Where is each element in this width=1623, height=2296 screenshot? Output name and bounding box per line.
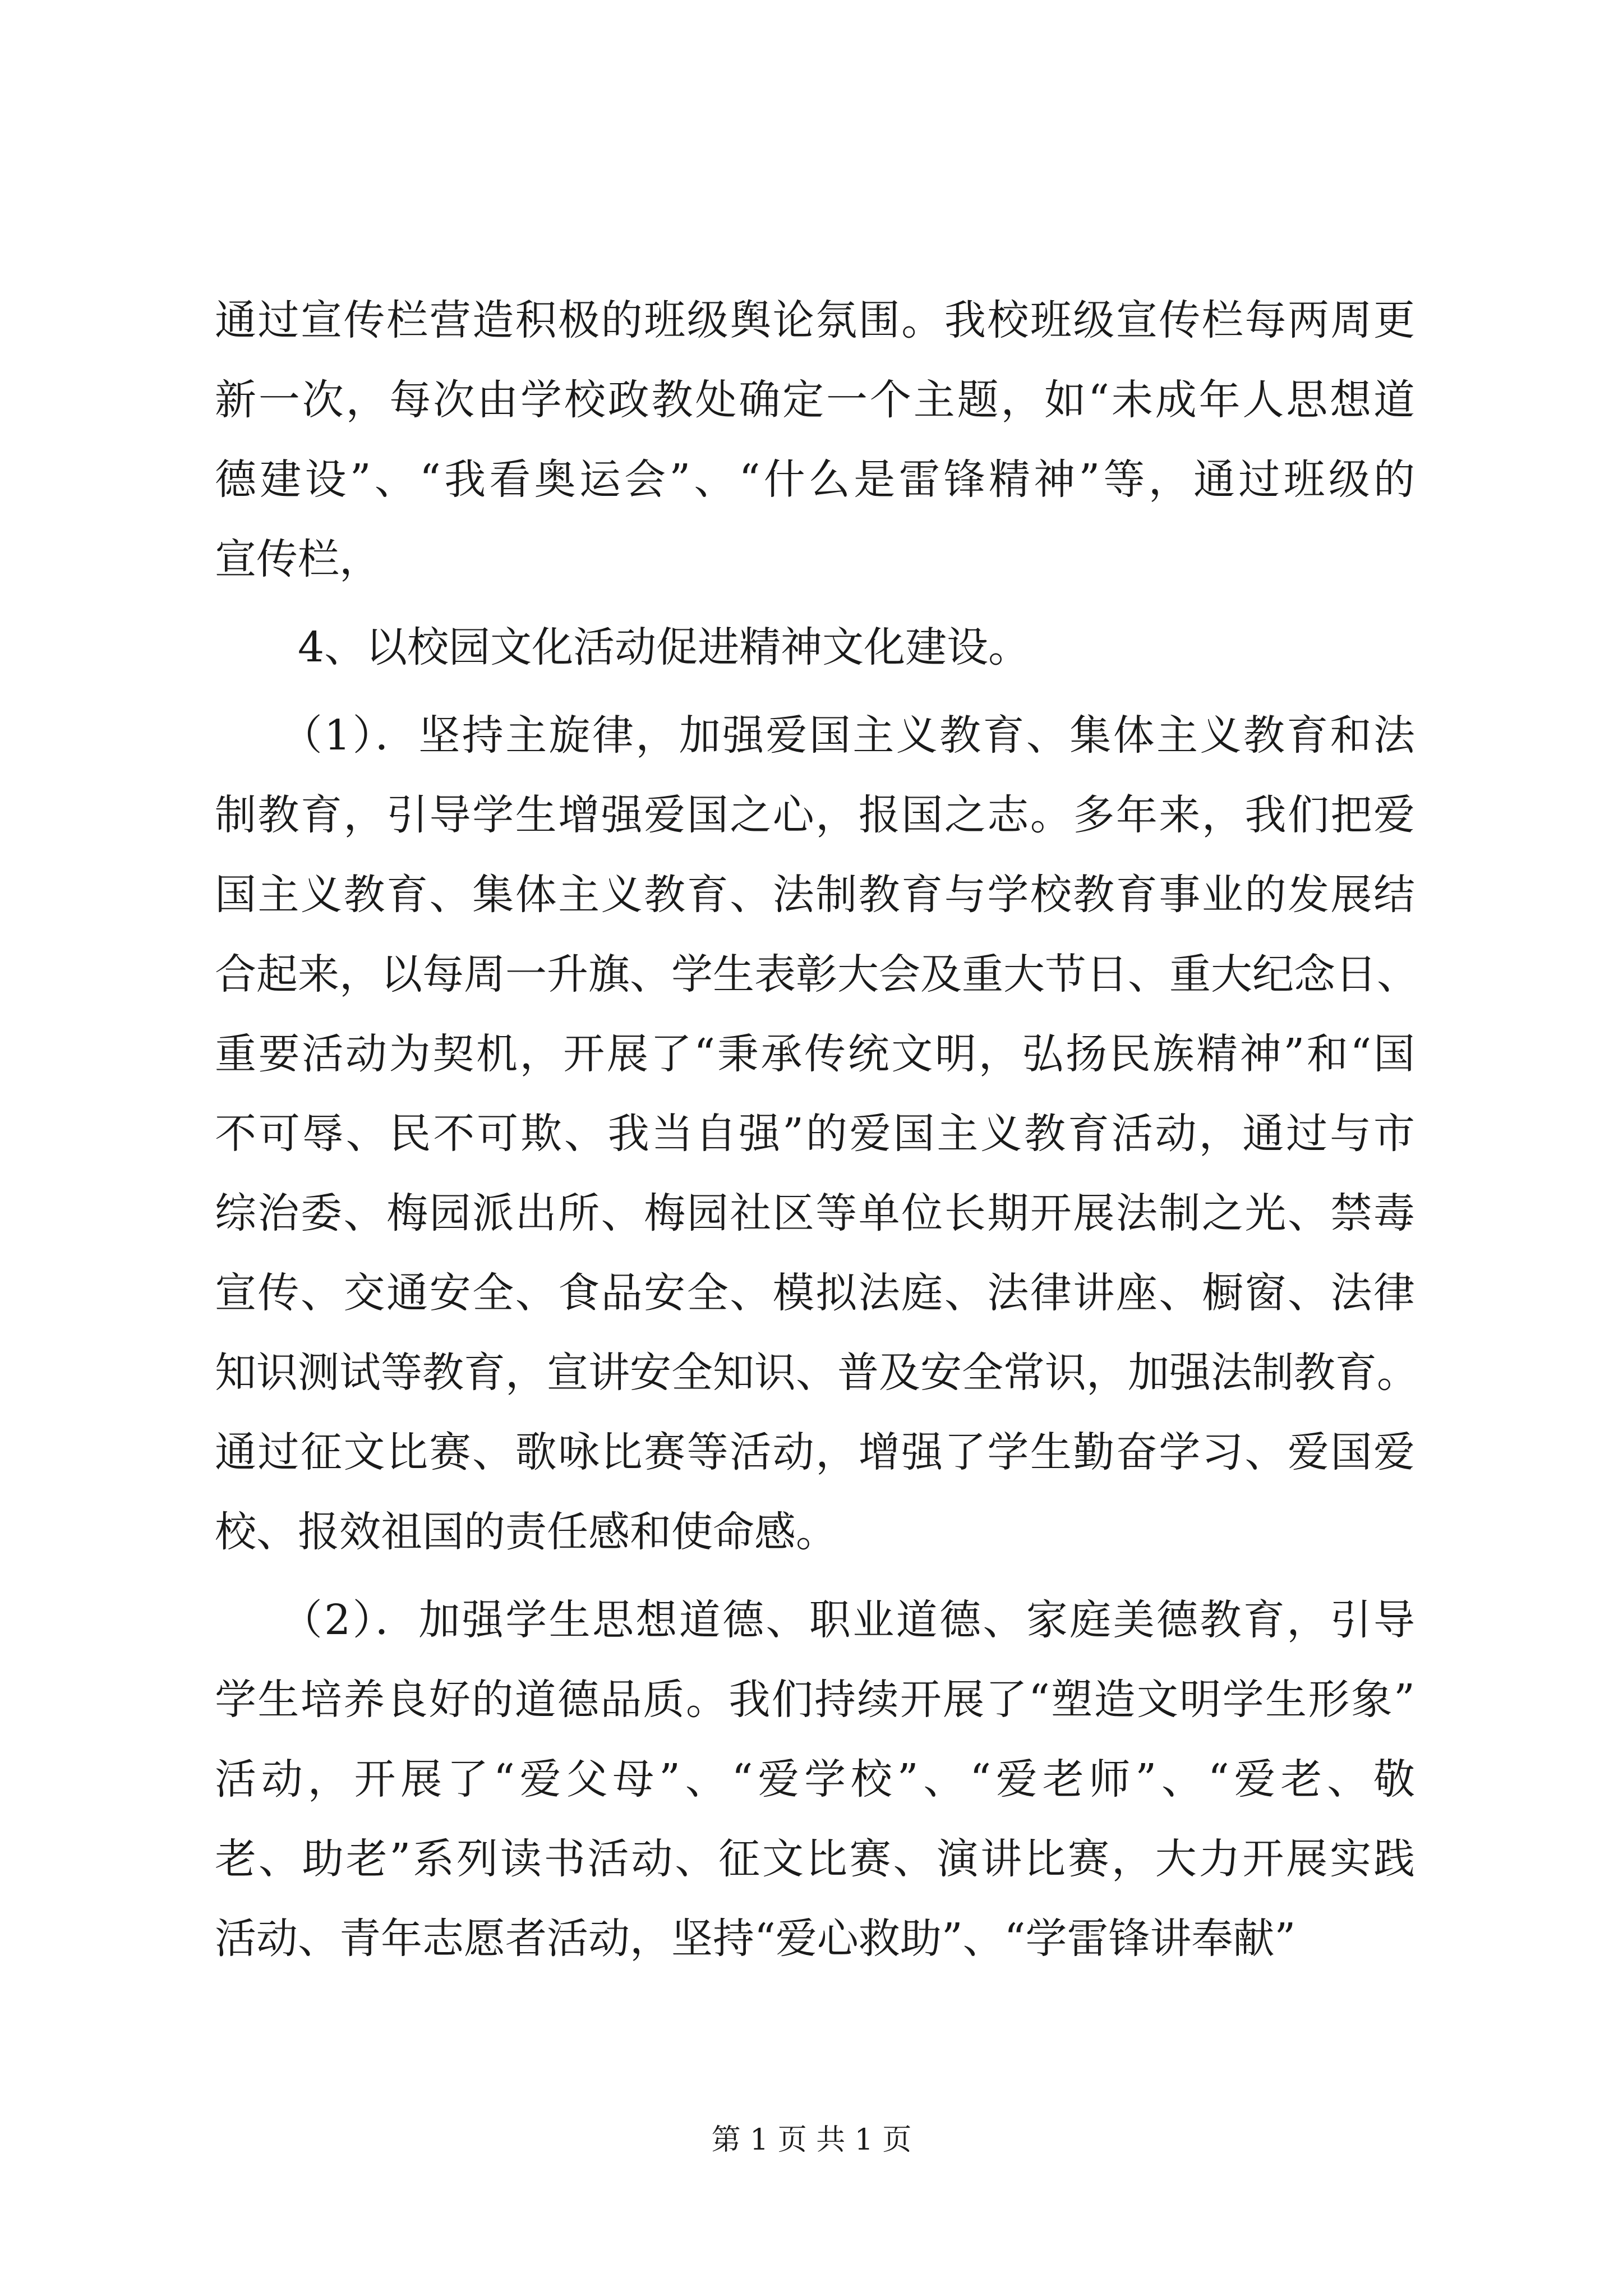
text-line: 学生培养良好的道德品质。我们持续开展了“塑造文明学生形象” — [215, 1676, 1415, 1724]
paragraph-gap — [215, 599, 1415, 608]
text-line: 不可辱、民不可欺、我当自强”的爱国主义教育活动，通过与市 — [215, 1110, 1415, 1158]
document-body — [215, 280, 1418, 1978]
text-line: 通过宣传栏营造积极的班级舆论氛围。我校班级宣传栏每两周更 — [215, 296, 1415, 344]
paragraph-gap — [215, 687, 1415, 696]
text-line: 宣传、交通安全、食品安全、模拟法庭、法律讲座、橱窗、法律 — [215, 1269, 1415, 1317]
text-line: 4、以校园文化活动促进精神文化建设。 — [215, 623, 1030, 671]
text-line: 制教育，引导学生增强爱国之心，报国之志。多年来，我们把爱 — [215, 791, 1415, 839]
text-line: 综治委、梅园派出所、梅园社区等单位长期开展法制之光、禁毒 — [215, 1189, 1415, 1237]
text-line: 重要活动为契机，开展了“秉承传统文明，弘扬民族精神”和“国 — [215, 1030, 1415, 1078]
text-line: 知识测试等教育，宣讲安全知识、普及安全常识，加强法制教育。 — [215, 1349, 1418, 1397]
text-line: （2）．加强学生思想道德、职业道德、家庭美德教育，引导 — [215, 1596, 1415, 1644]
text-line: 新一次，每次由学校政教处确定一个主题，如“未成年人思想道 — [215, 376, 1415, 424]
text-line: 活动，开展了“爱父母”、“爱学校”、“爱老师”、“爱老、敬 — [215, 1755, 1415, 1803]
text-line: 活动、青年志愿者活动，坚持“爱心救助”、“学雷锋讲奉献” — [215, 1915, 1296, 1963]
paragraph-gap — [215, 1572, 1415, 1580]
text-line: 通过征文比赛、歌咏比赛等活动，增强了学生勤奋学习、爱国爱 — [215, 1428, 1415, 1476]
text-line: （1）．坚持主旋律，加强爱国主义教育、集体主义教育和法 — [215, 711, 1415, 760]
text-line: 国主义教育、集体主义教育、法制教育与学校教育事业的发展结 — [215, 871, 1415, 919]
text-line: 合起来，以每周一升旗、学生表彰大会及重大节日、重大纪念日、 — [215, 950, 1418, 999]
text-line: 德建设”、“我看奥运会”、“什么是雷锋精神”等，通过班级的 — [215, 455, 1415, 504]
text-line: 校、报效祖国的责任感和使命感。 — [215, 1508, 837, 1556]
page-footer: 第 1 页 共 1 页 — [711, 2123, 912, 2157]
paragraph — [215, 280, 1415, 599]
paragraph — [215, 1580, 1415, 1978]
text-line: 宣传栏， — [215, 535, 381, 583]
paragraph — [215, 608, 1415, 687]
paragraph — [215, 696, 1418, 1572]
text-line: 老、助老”系列读书活动、征文比赛、演讲比赛，大力开展实践 — [215, 1835, 1415, 1883]
